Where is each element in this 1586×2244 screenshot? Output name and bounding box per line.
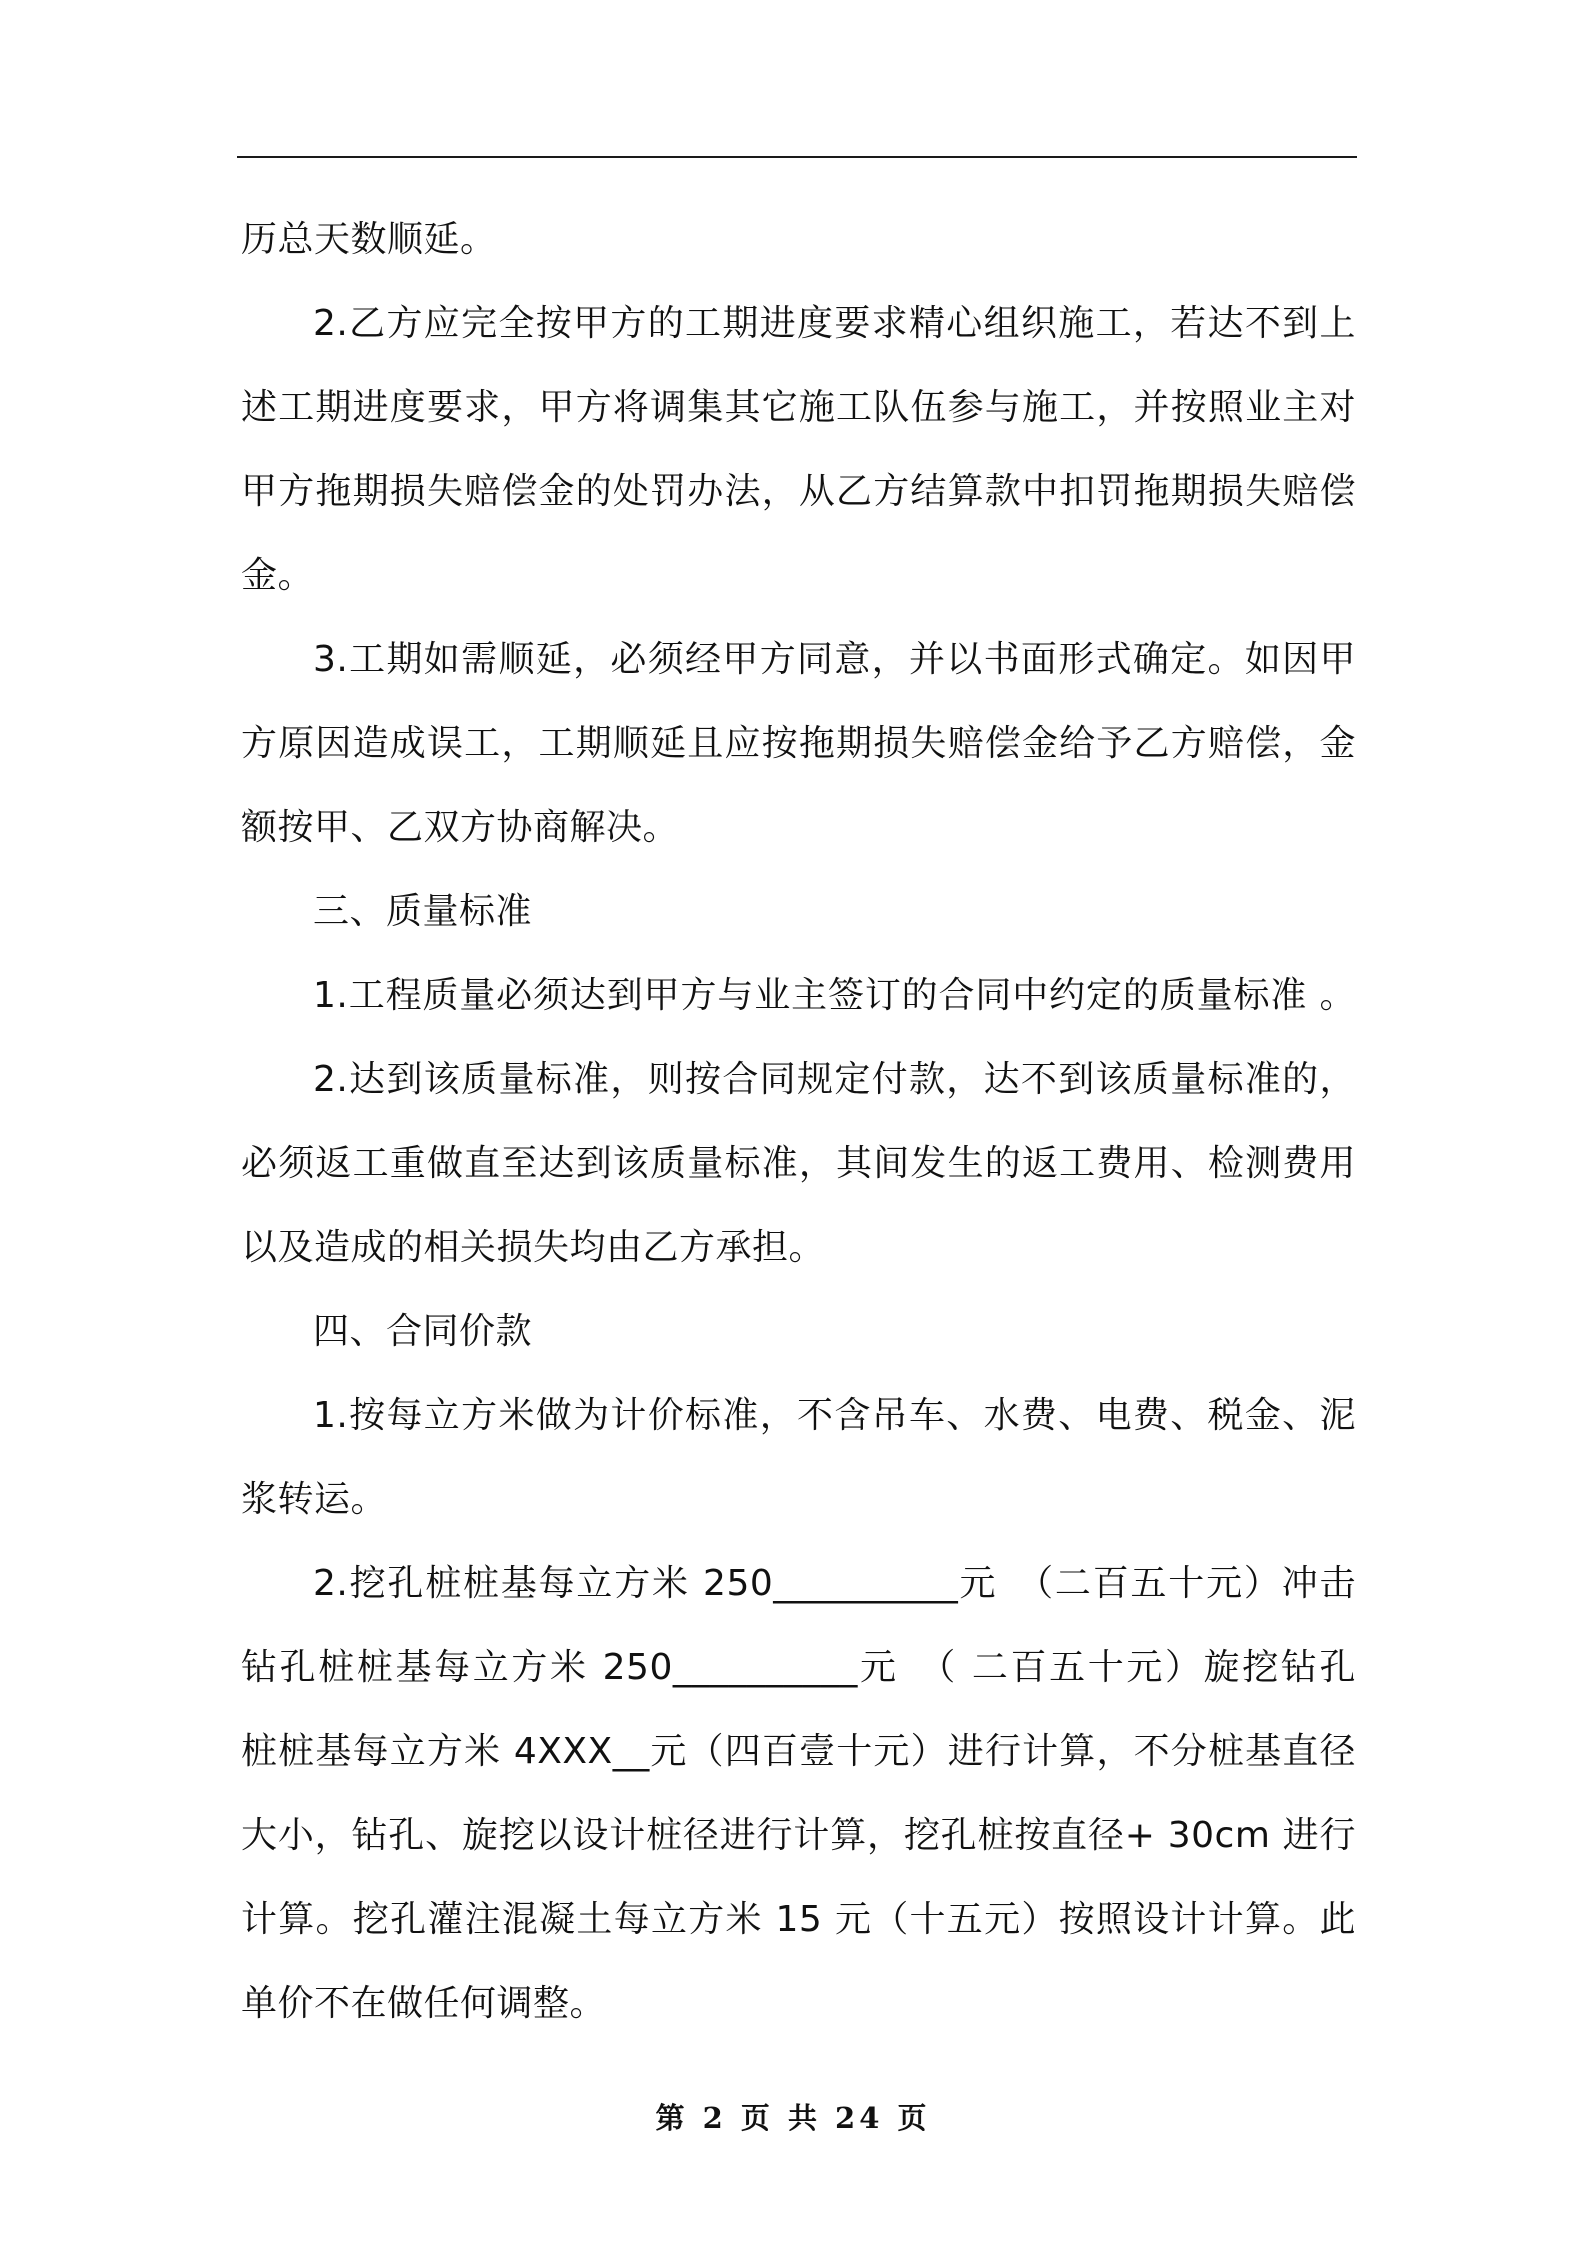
paragraph-line: 述工期进度要求，甲方将调集其它施工队伍参与施工，并按照业主对	[241, 387, 1356, 428]
header-rule	[237, 156, 1357, 158]
paragraph-line: 3.工期如需顺延，必须经甲方同意，并以书面形式确定。如因甲	[313, 639, 1356, 680]
paragraph-line: 额按甲、乙双方协商解决。	[241, 807, 680, 848]
paragraph-line: 甲方拖期损失赔偿金的处罚办法，从乙方结算款中扣罚拖期损失赔偿	[241, 471, 1356, 512]
paragraph-line: 历总天数顺延。	[241, 219, 497, 260]
document-body	[241, 198, 1356, 2046]
paragraph-line: 方原因造成误工，工期顺延且应按拖期损失赔偿金给予乙方赔偿，金	[241, 723, 1356, 764]
page-number: 第 2 页 共 24 页	[655, 2101, 931, 2135]
paragraph-line: 计算。挖孔灌注混凝土每立方米 15 元（十五元）按照设计计算。此	[241, 1899, 1356, 1940]
paragraph-line: 2.达到该质量标准，则按合同规定付款，达不到该质量标准的，	[313, 1059, 1356, 1100]
section-heading: 四、合同价款	[313, 1311, 533, 1352]
paragraph-line: 单价不在做任何调整。	[241, 1983, 607, 2024]
paragraph-line: 必须返工重做直至达到该质量标准，其间发生的返工费用、检测费用	[241, 1143, 1356, 1184]
paragraph-line: 浆转运。	[241, 1479, 388, 1520]
section-heading: 三、质量标准	[313, 891, 533, 932]
paragraph-line: 大小，钻孔、旋挖以设计桩径进行计算，挖孔桩按直径+ 30cm 进行	[241, 1815, 1356, 1856]
paragraph-line: 2.挖孔桩桩基每立方米 250__________元 （二百五十元）冲击	[313, 1563, 1356, 1604]
paragraph-line: 桩桩基每立方米 4XXX__元（四百壹十元）进行计算，不分桩基直径	[241, 1731, 1356, 1772]
paragraph-line: 2.乙方应完全按甲方的工期进度要求精心组织施工，若达不到上	[313, 303, 1356, 344]
paragraph-line: 1.按每立方米做为计价标准，不含吊车、水费、电费、税金、泥	[313, 1395, 1356, 1436]
paragraph-line: 以及造成的相关损失均由乙方承担。	[241, 1227, 826, 1268]
paragraph-line: 金。	[241, 555, 315, 596]
paragraph-line: 1.工程质量必须达到甲方与业主签订的合同中约定的质量标准 。	[313, 975, 1356, 1016]
paragraph-line: 钻孔桩桩基每立方米 250__________元 （ 二百五十元）旋挖钻孔	[241, 1647, 1356, 1688]
